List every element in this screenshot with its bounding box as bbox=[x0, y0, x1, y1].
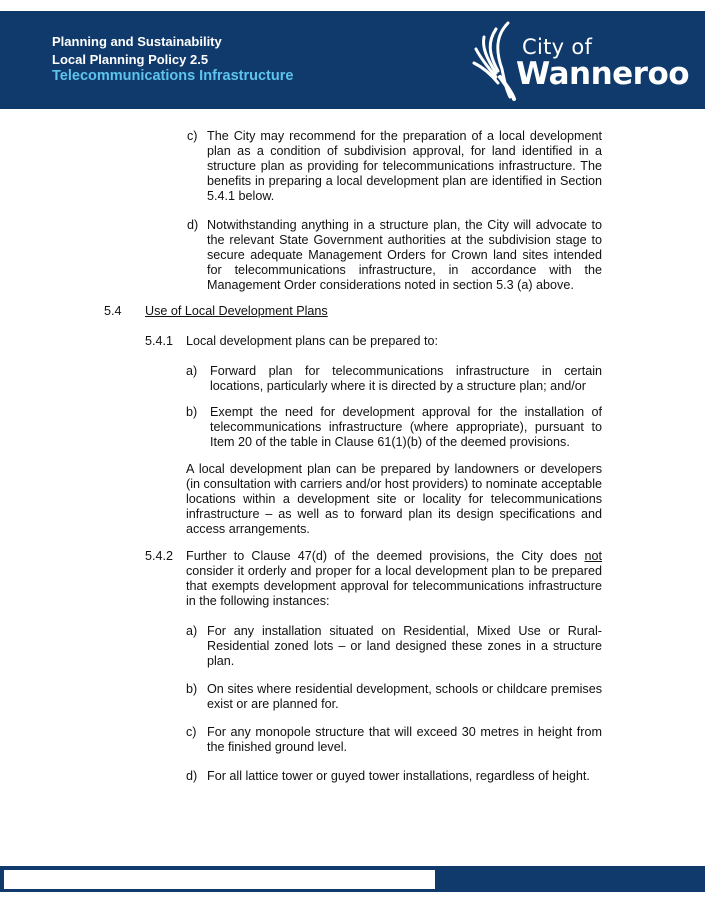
item-text: Exempt the need for development approval for the installation of telecommunications infrastructure (where appropriate), pursuant to Item 20 of the table in Clause 61(1)(b) of the deemed provisions. bbox=[210, 405, 602, 450]
item-label: c) bbox=[186, 725, 197, 739]
subsection-number: 5.4.1 bbox=[145, 334, 174, 348]
item-text: Forward plan for telecommunications infrastructure in certain locations, particularly where it is directed by a structure plan; and/or bbox=[210, 364, 602, 394]
item-label: d) bbox=[186, 769, 198, 783]
header-policy-title: Telecommunications Infrastructure bbox=[52, 68, 294, 84]
item-text: For any installation situated on Residential, Mixed Use or Rural-Residential zoned lots – or land designed these zones in a structure plan. bbox=[207, 624, 602, 669]
item-label: d) bbox=[187, 218, 199, 232]
list-item bbox=[210, 364, 602, 394]
paragraph-text bbox=[186, 549, 602, 609]
list-item bbox=[207, 218, 602, 293]
logo-name-text: Wanneroo bbox=[516, 56, 690, 92]
list-item bbox=[207, 725, 602, 755]
text-segment: Further to Clause 47(d) of the deemed provisions, the City does bbox=[186, 549, 585, 563]
text-segment: consider it orderly and proper for a local development plan to be prepared that exempts development approval for telecommunications infrastructure in the following instances: bbox=[186, 564, 602, 609]
item-label: a) bbox=[186, 364, 198, 378]
list-item bbox=[207, 769, 602, 784]
page-header bbox=[0, 11, 705, 109]
section-title: Use of Local Development Plans bbox=[145, 304, 328, 318]
paragraph bbox=[186, 549, 602, 609]
list-item bbox=[210, 405, 602, 450]
footer-white-panel bbox=[4, 870, 435, 889]
header-department: Planning and Sustainability bbox=[52, 34, 222, 49]
item-label: b) bbox=[186, 682, 198, 696]
header-policy-number: Local Planning Policy 2.5 bbox=[52, 52, 209, 67]
subsection-number: 5.4.2 bbox=[145, 549, 174, 563]
item-text: On sites where residential development, schools or childcare premises exist or are planned for. bbox=[207, 682, 602, 712]
emphasis-not: not bbox=[584, 549, 602, 563]
list-item bbox=[207, 624, 602, 669]
list-item bbox=[207, 129, 602, 204]
item-text: For any monopole structure that will exceed 30 metres in height from the finished ground level. bbox=[207, 725, 602, 755]
item-text: For all lattice tower or guyed tower installations, regardless of height. bbox=[207, 769, 590, 783]
paragraph bbox=[186, 462, 602, 537]
subsection-intro: Local development plans can be prepared to: bbox=[186, 334, 439, 348]
city-logo bbox=[470, 19, 690, 103]
item-text: The City may recommend for the preparation of a local development plan as a condition of subdivision approval, for land identified in a structure plan as providing for telecommunications infrastructure. The benefits in preparing a local development plan are identified in Section 5.4.1 below. bbox=[207, 129, 602, 204]
paragraph-text: A local development plan can be prepared by landowners or developers (in consultation with carriers and/or host providers) to nominate acceptable locations within a development site or locality for telecommunications infrastructure – as well as to forward plan its design specifications and access arrangements. bbox=[186, 462, 602, 537]
section-number: 5.4 bbox=[104, 304, 122, 318]
list-item bbox=[207, 682, 602, 712]
item-label: c) bbox=[187, 129, 198, 143]
item-text: Notwithstanding anything in a structure plan, the City will advocate to the relevant State Government authorities at the subdivision stage to secure adequate Management Orders for Crown land sites intended for telecommunications infrastructure, in accordance with the Management Order considerations noted in section 5.3 (a) above. bbox=[207, 218, 602, 293]
item-label: b) bbox=[186, 405, 198, 419]
item-label: a) bbox=[186, 624, 198, 638]
logo-city-text: City of bbox=[522, 35, 593, 59]
